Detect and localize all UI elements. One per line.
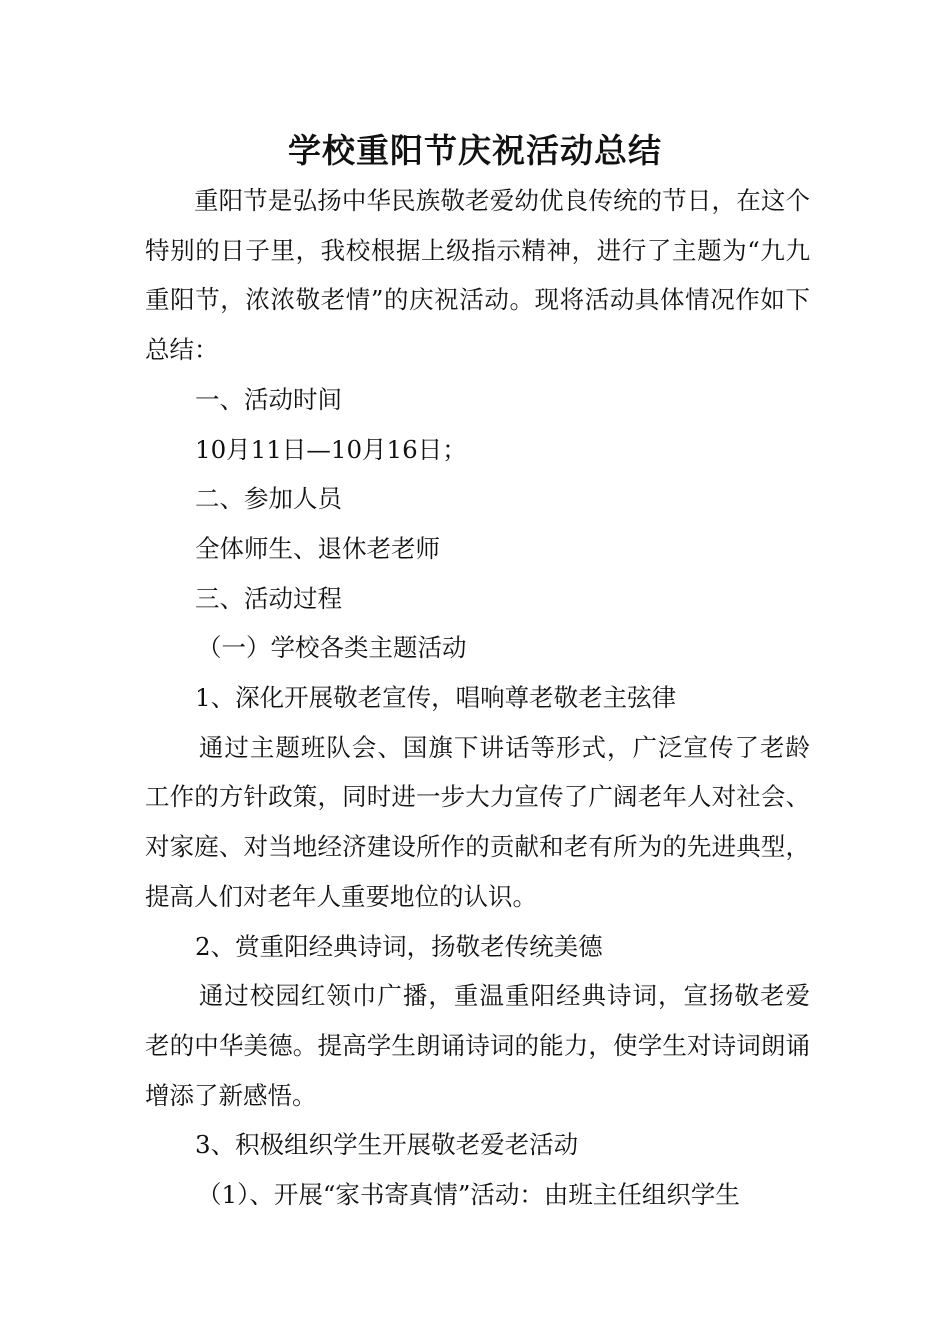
section-body-time: 10月11日—10月16日；: [195, 434, 467, 464]
section-heading-time: 一、活动时间: [195, 384, 342, 414]
document-body: [145, 176, 810, 1220]
item-heading-1: 1、深化开展敬老宣传，唱响尊老敬老主弦律: [195, 683, 677, 713]
item-heading-3: 3、积极组织学生开展敬老爱老活动: [195, 1130, 579, 1160]
item-3-subitem-1: （1）、开展“家书寄真情”活动：由班主任组织学生: [197, 1180, 740, 1210]
item-heading-2: 2、赏重阳经典诗词，扬敬老传统美德: [195, 931, 603, 961]
section-heading-process: 三、活动过程: [195, 583, 342, 613]
section-heading-participants: 二、参加人员: [195, 484, 342, 514]
section-body-participants: 全体师生、退休老老师: [195, 533, 440, 563]
intro-paragraph: 重阳节是弘扬中华民族敬老爱幼优良传统的节日，在这个特别的日子里，我校根据上级指示精神，进行了主题为“九九重阳节，浓浓敬老情”的庆祝活动。现将活动具体情况作如下总结：: [145, 186, 810, 365]
subsection-heading-school-activities: （一）学校各类主题活动: [197, 633, 467, 663]
item-body-1: 通过主题班队会、国旗下讲话等形式，广泛宣传了老龄工作的方针政策，同时进一步大力宣传了广阔老年人对社会、对家庭、对当地经济建设所作的贡献和老有所为的先进典型，提高人们对老年人重要地位的认识。: [145, 732, 810, 911]
document-title: 学校重阳节庆祝活动总结: [288, 131, 662, 170]
item-body-2: 通过校园红领巾广播，重温重阳经典诗词，宣扬敬老爱老的中华美德。提高学生朗诵诗词的能力，使学生对诗词朗诵增添了新感悟。: [145, 981, 810, 1110]
